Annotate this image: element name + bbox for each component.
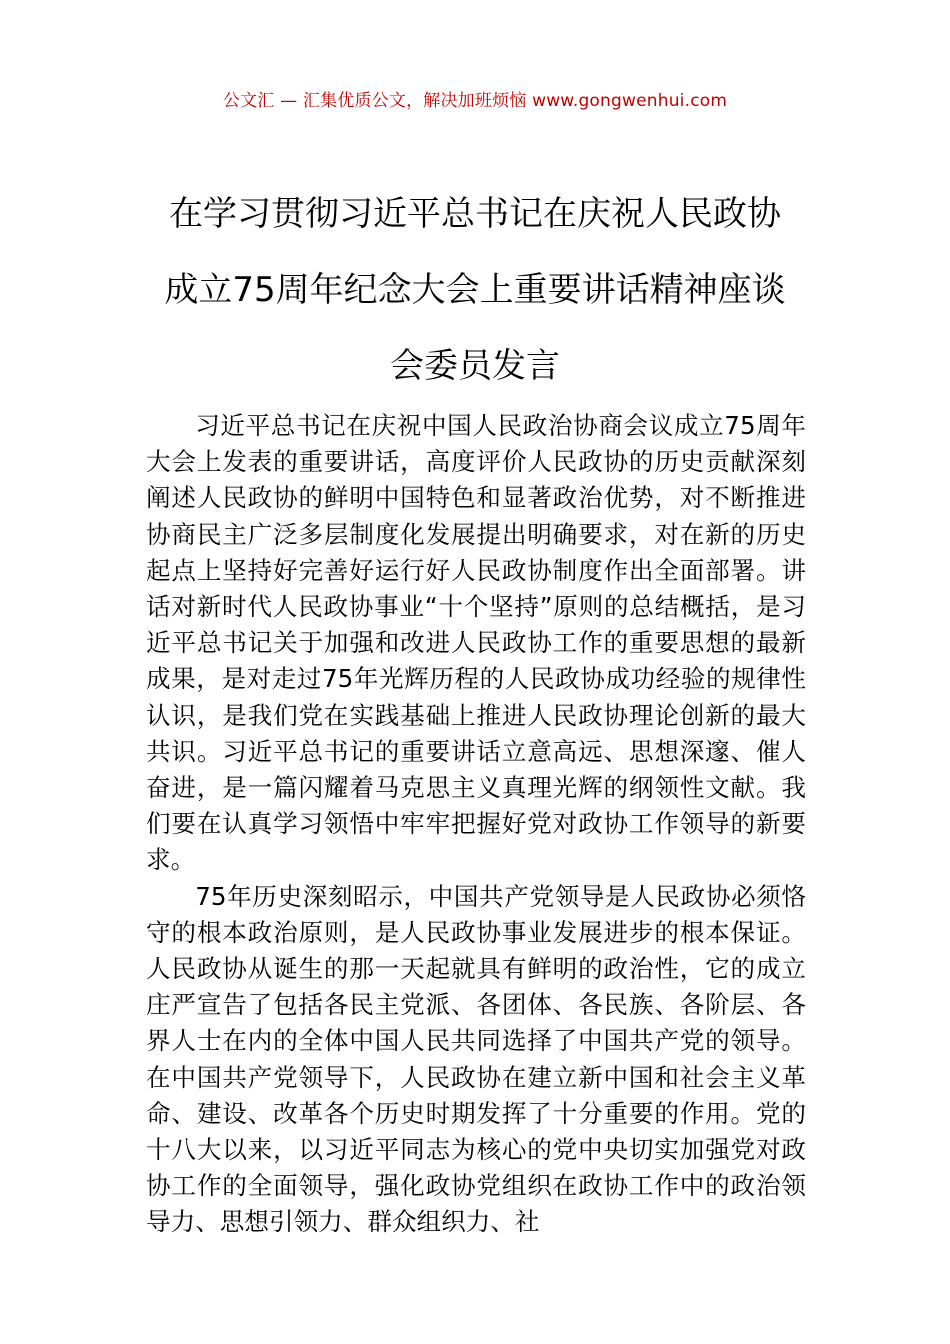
document-title bbox=[120, 176, 830, 404]
title-line-1: 在学习贯彻习近平总书记在庆祝人民政协 bbox=[169, 194, 781, 234]
paragraph-1: 习近平总书记在庆祝中国人民政治协商会议成立75周年大会上发表的重要讲话，高度评价人民政协的历史贡献深刻阐述人民政协的鲜明中国特色和显著政治优势，对不断推进协商民主广泛多层制度化发展提出明确要求，对在新的历史起点上坚持好完善好运行好人民政协制度作出全面部署。讲话对新时代人民政协事业“十个坚持”原则的总结概括，是习近平总书记关于加强和改进人民政协工作的重要思想的最新成果，是对走过75年光辉历程的人民政协成功经验的规律性认识，是我们党在实践基础上推进人民政协理论创新的最大共识。习近平总书记的重要讲话立意高远、思想深邃、催人奋进，是一篇闪耀着马克思主义真理光辉的纲领性文献。我们要在认真学习领悟中牢牢把握好党对政协工作领导的新要求。 bbox=[146, 411, 806, 875]
document-body bbox=[146, 408, 806, 1241]
paragraph-2: 75年历史深刻昭示，中国共产党领导是人民政协必须恪守的根本政治原则，是人民政协事业发展进步的根本保证。人民政协从诞生的那一天起就具有鲜明的政治性，它的成立庄严宣告了包括各民主党派、各团体、各民族、各阶层、各界人士在内的全体中国人民共同选择了中国共产党的领导。在中国共产党领导下，人民政协在建立新中国和社会主义革命、建设、改革各个历史时期发挥了十分重要的作用。党的十八大以来，以习近平同志为核心的党中央切实加强党对政协工作的全面领导，强化政协党组织在政协工作中的政治领导力、思想引领力、群众组织力、社 bbox=[146, 881, 806, 1237]
title-line-3: 会委员发言 bbox=[390, 346, 560, 386]
site-banner: 公文汇 — 汇集优质公文，解决加班烦恼 www.gongwenhui.com bbox=[222, 91, 728, 111]
title-line-2: 成立75周年纪念大会上重要讲话精神座谈 bbox=[164, 270, 786, 310]
